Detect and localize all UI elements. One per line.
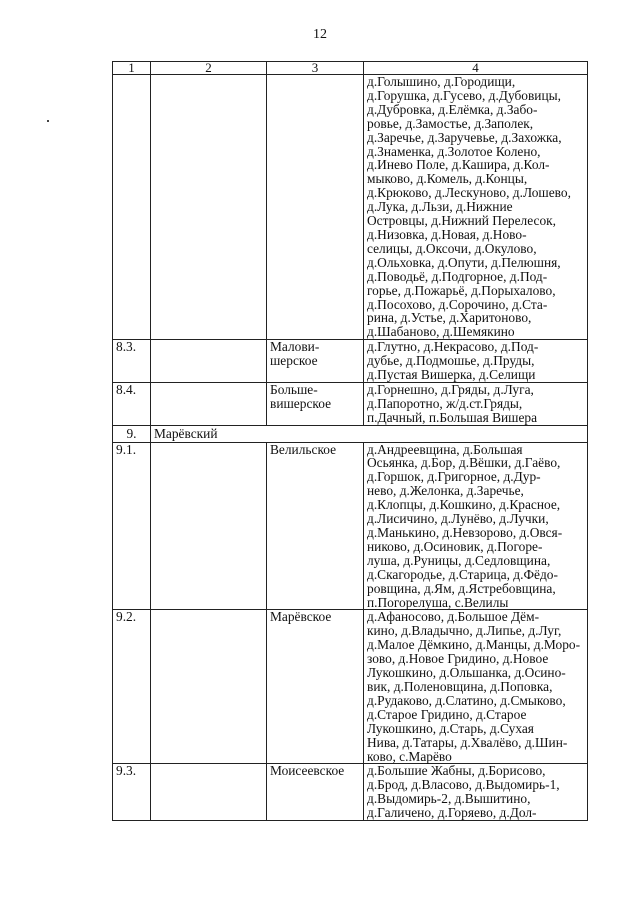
settlement-name (267, 764, 364, 821)
settlement-name (267, 340, 364, 383)
row-number (113, 442, 151, 610)
table-row (113, 610, 588, 764)
settlement-name-text: Больше- вишерское (270, 381, 332, 411)
place-list (364, 764, 588, 821)
settlements-table (112, 61, 588, 821)
place-list (364, 442, 588, 610)
settlement-name (267, 442, 364, 610)
place-list (364, 610, 588, 764)
row-number-text: 9.1. (116, 441, 137, 457)
place-list (364, 75, 588, 340)
table-row (113, 442, 588, 610)
district-cell (151, 382, 267, 425)
settlement-name-text: Малови- шерское (270, 339, 320, 369)
row-number (113, 382, 151, 425)
row-number-text: 9.2. (116, 609, 137, 625)
place-list-text: д.Афаносово, д.Большое Дём- кино, д.Владычно, д.Липье, д.Луг, д.Малое Дёмкино, д.Манцы, д.Моро- зово, д.Новое Гридино, д.Новое Лукошкино, д.Ольшанка, д.Осино- вик, д.Поленовщина, д.Поповка, д.Рудаково, д.Слатино, д.Смыково, д.Старое Гридино, д.Старое Лукошкино, д.Старь, д.Сухая Нива, д.Татары, д.Хвалёво, д.Шин- ково, с.Марёво (367, 609, 581, 764)
row-number (113, 340, 151, 383)
place-list-text: д.Андреевщина, д.Большая Осьянка, д.Бор, д.Вёшки, д.Гаёво, д.Горшок, д.Григорное, д.Дур- нево, д.Желонка, д.Заречье, д.Клопцы, д.Кошкино, д.Красное, д.Лисичино, д.Лунёво, д.Лучки, д.Манькино, д.Невзорово, д.Овся- никово, д.Осиновик, д.Погоре- луша, д.Руницы, д.Седловщина, д.Скагородье, д.Старица, д.Фёдо- ровщина, д.Ям, д.Ястребовщина, п.Погорелуша, с.Велилы (367, 441, 563, 610)
place-list (364, 340, 588, 383)
district-row (113, 425, 588, 442)
place-list (364, 382, 588, 425)
column-header-2: 2 (151, 62, 267, 75)
row-number-text: 8.3. (116, 339, 137, 355)
column-header-1: 1 (113, 62, 151, 75)
table-row (113, 764, 588, 821)
row-number (113, 75, 151, 340)
place-list-text: д.Голышино, д.Городищи, д.Горушка, д.Гусево, д.Дубовицы, д.Дубровка, д.Елёмка, д.Забо- ровье, д.Замостье, д.Заполек, д.Заречье, д.Заручевье, д.Захожка, д.Знаменка, д.Золотое Колено, д.Инево Поле, д.Кашира, д.Кол- мыково, д.Комель, д.Концы, д.Крюково, д.Лескуново, д.Лошево, д.Лука, д.Льзи, д.Нижние Островцы, д.Нижний Перелесок, д.Низовка, д.Новая, д.Ново- селицы, д.Оксочи, д.Окулово, д.Ольховка, д.Опути, д.Пелюшня, д.Поводьё, д.Подгорное, д.Под- горье, д.Пожарьё, д.Порыхалово, д.Посохово, д.Сорочино, д.Ста- рина, д.Устье, д.Харитоново, д.Шабаново, д.Шемякино (367, 74, 571, 340)
settlement-name-text: Марёвское (270, 609, 332, 625)
column-header-3: 3 (267, 62, 364, 75)
table-row (113, 382, 588, 425)
row-number: 9. (113, 425, 151, 442)
settlement-name-text: Моисеевское (270, 763, 345, 779)
row-number-text: 8.4. (116, 381, 137, 397)
district-cell (151, 610, 267, 764)
row-number-text: 9.3. (116, 763, 137, 779)
district-cell (151, 340, 267, 383)
place-list-text: д.Большие Жабны, д.Борисово, д.Брод, д.Власово, д.Выдомирь-1, д.Выдомирь-2, д.Вышитино, д.Галичено, д.Горяево, д.Дол- (367, 763, 560, 821)
table-row (113, 75, 588, 340)
district-cell (151, 442, 267, 610)
district-name: Марёвский (151, 425, 588, 442)
district-cell (151, 75, 267, 340)
district-cell (151, 764, 267, 821)
place-list-text: д.Глутно, д.Некрасово, д.Под- дубье, д.Подмошье, д.Пруды, д.Пустая Вишерка, д.Селищи (367, 339, 539, 383)
place-list-text: д.Горнешно, д.Гряды, д.Луга, д.Папоротно, ж/д.ст.Гряды, п.Дачный, п.Большая Вишера (367, 381, 538, 425)
scan-speck (47, 120, 49, 122)
settlement-name-text: Велильское (270, 441, 337, 457)
table-body (113, 62, 588, 821)
page-number: 12 (313, 27, 327, 42)
column-number-row (113, 62, 588, 75)
settlement-name (267, 75, 364, 340)
settlement-name (267, 382, 364, 425)
row-number (113, 764, 151, 821)
column-header-4: 4 (364, 62, 588, 75)
table-row (113, 340, 588, 383)
settlement-name (267, 610, 364, 764)
row-number (113, 610, 151, 764)
